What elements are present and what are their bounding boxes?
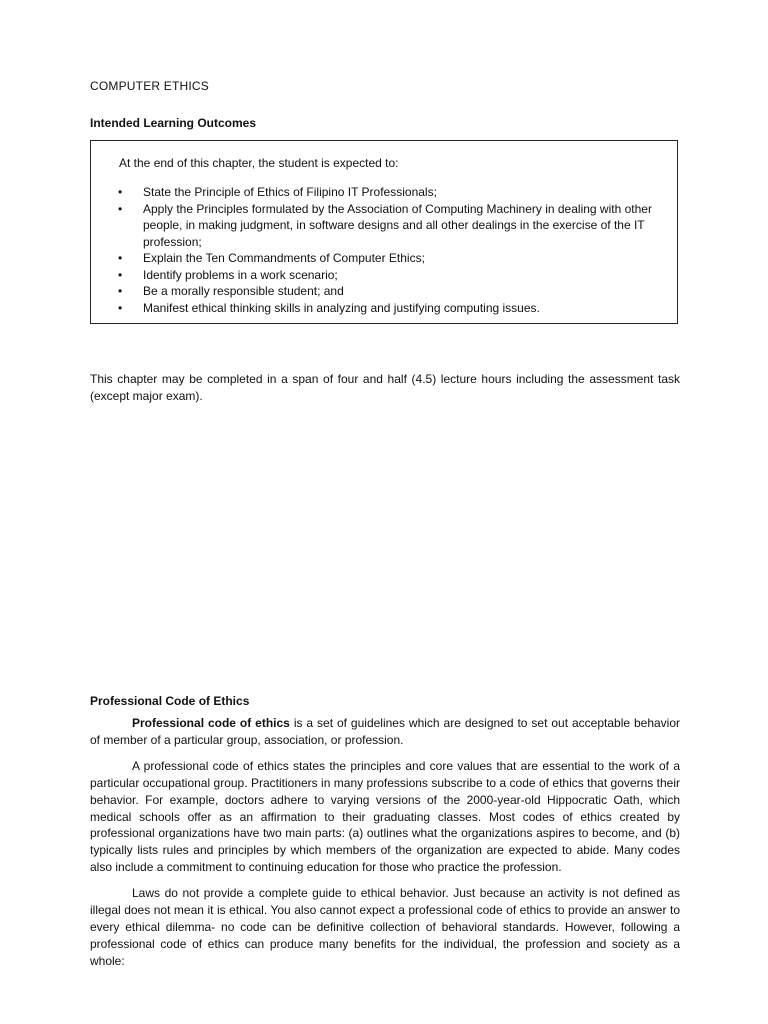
- professional-code-heading: Professional Code of Ethics: [90, 694, 250, 708]
- list-item-text: Explain the Ten Commandments of Computer Ethics;: [143, 251, 425, 265]
- list-item: [116, 184, 672, 201]
- bullet-icon: •: [118, 251, 123, 265]
- definition-term: Professional code of ethics: [132, 716, 290, 730]
- learning-outcomes-box: [90, 140, 678, 324]
- list-item: [116, 300, 672, 317]
- list-item: [116, 283, 672, 300]
- code-description-paragraph: A professional code of ethics states the principles and core values that are essential to the work of a particular occupational group. Practitioners in many professions subscribe to a code of ethics that governs their behavior. For example, doctors adhere to varying versions of the 2000-year-old Hippocratic Oath, which medical schools offer as an affirmation to their graduating classes. Most codes of ethics created by professional organizations have two main parts: (a) outlines what the organizations aspires to become, and (b) typically lists rules and principles by which members of the organization are expected to abide. Many codes also include a commitment to continuing education for those who practice the profession.: [90, 758, 680, 875]
- learning-outcomes-intro: At the end of this chapter, the student is expected to:: [119, 156, 399, 170]
- bullet-icon: •: [118, 267, 123, 282]
- definition-paragraph: [90, 715, 680, 749]
- bullet-icon: •: [118, 300, 123, 315]
- learning-outcomes-list: [116, 184, 672, 316]
- chapter-duration-note: This chapter may be completed in a span of four and half (4.5) lecture hours including the assessment task (except major exam).: [90, 372, 680, 403]
- list-item-text: Manifest ethical thinking skills in analyzing and justifying computing issues.: [143, 300, 540, 315]
- list-item-text: State the Principle of Ethics of Filipino IT Professionals;: [143, 185, 437, 199]
- list-item: [116, 201, 672, 251]
- professional-code-body: [90, 715, 680, 979]
- list-item-text: Identify problems in a work scenario;: [143, 267, 338, 282]
- bullet-icon: •: [118, 201, 123, 216]
- document-title: COMPUTER ETHICS: [90, 79, 210, 93]
- definition-text: is a set of guidelines which are designed to set out acceptable behavior of member of a particular group, association, or profession.: [90, 716, 681, 747]
- list-item: [116, 250, 672, 267]
- list-item: [116, 267, 672, 284]
- list-item-text: Be a morally responsible student; and: [143, 284, 344, 298]
- learning-outcomes-heading: Intended Learning Outcomes: [90, 116, 257, 130]
- bullet-icon: •: [118, 284, 123, 298]
- laws-paragraph: Laws do not provide a complete guide to ethical behavior. Just because an activity is not defined as illegal does not mean it is ethical. You also cannot expect a professional code of ethics to provide an answer to every ethical dilemma- no code can be definitive collection of behavioral standards. However, following a professional code of ethics can produce many benefits for the individual, the profession and society as a whole:: [90, 886, 680, 968]
- bullet-icon: •: [118, 185, 123, 199]
- list-item-text: Apply the Principles formulated by the Association of Computing Machinery in dealing with other people, in making judgment, in software designs and all other dealings in the exercise of the IT profession;: [143, 201, 652, 249]
